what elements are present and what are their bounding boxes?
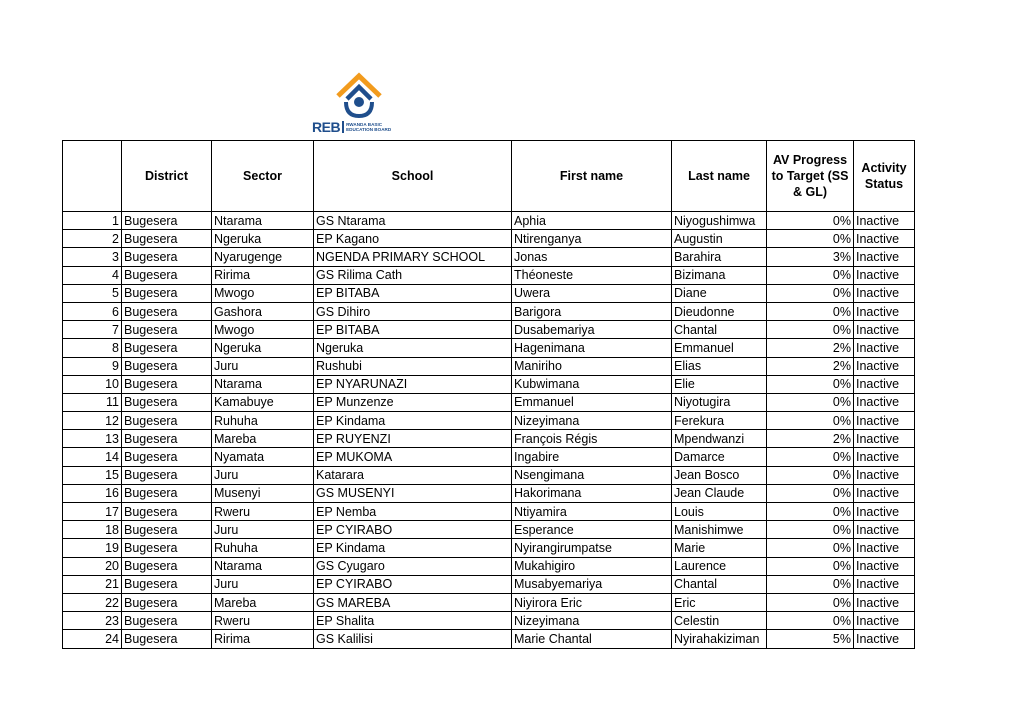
table-row [63, 339, 915, 357]
activity-status-cell: Inactive [854, 248, 915, 266]
district-cell: Bugesera [122, 230, 212, 248]
sector-cell: Nyarugenge [212, 248, 314, 266]
row-index: 2 [63, 230, 122, 248]
activity-status-cell: Inactive [854, 230, 915, 248]
table-row [63, 539, 915, 557]
first-name-cell: Hakorimana [512, 484, 672, 502]
header-index [63, 141, 122, 212]
logo-name-line2: EDUCATION BOARD [346, 127, 392, 132]
district-cell: Bugesera [122, 339, 212, 357]
row-index: 20 [63, 557, 122, 575]
activity-status-cell: Inactive [854, 521, 915, 539]
first-name-cell: Barigora [512, 302, 672, 320]
row-index: 5 [63, 284, 122, 302]
first-name-cell: Nizeyimana [512, 612, 672, 630]
last-name-cell: Laurence [672, 557, 767, 575]
row-index: 21 [63, 575, 122, 593]
header-district: District [122, 141, 212, 212]
first-name-cell: Hagenimana [512, 339, 672, 357]
row-index: 10 [63, 375, 122, 393]
school-cell: NGENDA PRIMARY SCHOOL [314, 248, 512, 266]
sector-cell: Juru [212, 575, 314, 593]
sector-cell: Juru [212, 521, 314, 539]
activity-status-cell: Inactive [854, 593, 915, 611]
school-cell: EP Kindama [314, 539, 512, 557]
activity-status-cell: Inactive [854, 539, 915, 557]
activity-status-cell: Inactive [854, 575, 915, 593]
table-row [63, 503, 915, 521]
table-row [63, 575, 915, 593]
av-progress-cell: 0% [767, 539, 854, 557]
district-cell: Bugesera [122, 448, 212, 466]
header-sector: Sector [212, 141, 314, 212]
last-name-cell: Augustin [672, 230, 767, 248]
logo-name-line1: RWANDA BASIC [346, 122, 383, 127]
av-progress-cell: 2% [767, 357, 854, 375]
first-name-cell: Ntiyamira [512, 503, 672, 521]
last-name-cell: Barahira [672, 248, 767, 266]
activity-status-cell: Inactive [854, 375, 915, 393]
first-name-cell: Esperance [512, 521, 672, 539]
row-index: 9 [63, 357, 122, 375]
last-name-cell: Jean Claude [672, 484, 767, 502]
last-name-cell: Manishimwe [672, 521, 767, 539]
district-cell: Bugesera [122, 484, 212, 502]
av-progress-cell: 0% [767, 212, 854, 230]
district-cell: Bugesera [122, 430, 212, 448]
last-name-cell: Elias [672, 357, 767, 375]
activity-status-cell: Inactive [854, 448, 915, 466]
school-cell: EP Kindama [314, 412, 512, 430]
activity-status-cell: Inactive [854, 302, 915, 320]
activity-status-cell: Inactive [854, 557, 915, 575]
activity-status-cell: Inactive [854, 339, 915, 357]
school-cell: GS Dihiro [314, 302, 512, 320]
last-name-cell: Mpendwanzi [672, 430, 767, 448]
sector-cell: Ruhuha [212, 539, 314, 557]
sector-cell: Rweru [212, 503, 314, 521]
header-last-name: Last name [672, 141, 767, 212]
activity-status-cell: Inactive [854, 630, 915, 648]
header-activity-status: Activity Status [854, 141, 915, 212]
av-progress-cell: 3% [767, 248, 854, 266]
av-progress-cell: 0% [767, 521, 854, 539]
district-cell: Bugesera [122, 284, 212, 302]
sector-cell: Ririma [212, 266, 314, 284]
last-name-cell: Ferekura [672, 412, 767, 430]
activity-status-cell: Inactive [854, 466, 915, 484]
first-name-cell: Ingabire [512, 448, 672, 466]
district-cell: Bugesera [122, 539, 212, 557]
table-row [63, 484, 915, 502]
district-cell: Bugesera [122, 321, 212, 339]
table-row [63, 230, 915, 248]
district-cell: Bugesera [122, 302, 212, 320]
sector-cell: Kamabuye [212, 393, 314, 411]
sector-cell: Mwogo [212, 321, 314, 339]
activity-status-cell: Inactive [854, 503, 915, 521]
activity-status-cell: Inactive [854, 430, 915, 448]
last-name-cell: Jean Bosco [672, 466, 767, 484]
activity-status-cell: Inactive [854, 284, 915, 302]
school-cell: EP Munzenze [314, 393, 512, 411]
school-cell: EP CYIRABO [314, 575, 512, 593]
district-cell: Bugesera [122, 212, 212, 230]
header-school: School [314, 141, 512, 212]
sector-cell: Ngeruka [212, 339, 314, 357]
district-cell: Bugesera [122, 266, 212, 284]
first-name-cell: Kubwimana [512, 375, 672, 393]
school-cell: EP NYARUNAZI [314, 375, 512, 393]
table-row [63, 630, 915, 648]
school-cell: EP MUKOMA [314, 448, 512, 466]
av-progress-cell: 2% [767, 339, 854, 357]
table-row [63, 302, 915, 320]
table-row [63, 375, 915, 393]
row-index: 3 [63, 248, 122, 266]
table-row [63, 557, 915, 575]
district-cell: Bugesera [122, 357, 212, 375]
first-name-cell: Maniriho [512, 357, 672, 375]
school-cell: Rushubi [314, 357, 512, 375]
school-cell: EP Shalita [314, 612, 512, 630]
sector-cell: Nyamata [212, 448, 314, 466]
table-row [63, 266, 915, 284]
row-index: 14 [63, 448, 122, 466]
av-progress-cell: 0% [767, 412, 854, 430]
school-cell: EP Nemba [314, 503, 512, 521]
reb-logo [312, 72, 406, 136]
last-name-cell: Marie [672, 539, 767, 557]
last-name-cell: Emmanuel [672, 339, 767, 357]
first-name-cell: Théoneste [512, 266, 672, 284]
row-index: 16 [63, 484, 122, 502]
first-name-cell: Marie Chantal [512, 630, 672, 648]
sector-cell: Mareba [212, 430, 314, 448]
table-row [63, 212, 915, 230]
last-name-cell: Diane [672, 284, 767, 302]
school-cell: EP BITABA [314, 321, 512, 339]
sector-cell: Juru [212, 466, 314, 484]
row-index: 17 [63, 503, 122, 521]
school-cell: GS Cyugaro [314, 557, 512, 575]
district-cell: Bugesera [122, 375, 212, 393]
row-index: 19 [63, 539, 122, 557]
av-progress-cell: 0% [767, 321, 854, 339]
av-progress-cell: 0% [767, 266, 854, 284]
activity-status-cell: Inactive [854, 612, 915, 630]
first-name-cell: Niyirora Eric [512, 593, 672, 611]
first-name-cell: Nyirangirumpatse [512, 539, 672, 557]
sector-cell: Ntarama [212, 557, 314, 575]
table-row [63, 430, 915, 448]
row-index: 1 [63, 212, 122, 230]
table-row [63, 248, 915, 266]
last-name-cell: Chantal [672, 321, 767, 339]
activity-status-cell: Inactive [854, 412, 915, 430]
first-name-cell: Musabyemariya [512, 575, 672, 593]
logo-name [346, 122, 391, 132]
av-progress-cell: 0% [767, 393, 854, 411]
activity-status-cell: Inactive [854, 321, 915, 339]
row-index: 23 [63, 612, 122, 630]
last-name-cell: Niyogushimwa [672, 212, 767, 230]
first-name-cell: Jonas [512, 248, 672, 266]
sector-cell: Ntarama [212, 375, 314, 393]
av-progress-cell: 0% [767, 593, 854, 611]
row-index: 7 [63, 321, 122, 339]
school-cell: EP CYIRABO [314, 521, 512, 539]
activity-status-cell: Inactive [854, 212, 915, 230]
last-name-cell: Elie [672, 375, 767, 393]
av-progress-cell: 0% [767, 612, 854, 630]
last-name-cell: Damarce [672, 448, 767, 466]
table-row [63, 284, 915, 302]
table-row [63, 393, 915, 411]
activity-status-cell: Inactive [854, 393, 915, 411]
first-name-cell: Nizeyimana [512, 412, 672, 430]
first-name-cell: Aphia [512, 212, 672, 230]
last-name-cell: Nyirahakiziman [672, 630, 767, 648]
last-name-cell: Chantal [672, 575, 767, 593]
district-cell: Bugesera [122, 521, 212, 539]
reb-emblem-icon [334, 72, 384, 120]
sector-cell: Ruhuha [212, 412, 314, 430]
sector-cell: Gashora [212, 302, 314, 320]
school-cell: EP BITABA [314, 284, 512, 302]
row-index: 13 [63, 430, 122, 448]
school-cell: GS Kalilisi [314, 630, 512, 648]
sector-cell: Mareba [212, 593, 314, 611]
table-row [63, 321, 915, 339]
row-index: 15 [63, 466, 122, 484]
av-progress-cell: 2% [767, 430, 854, 448]
av-progress-cell: 0% [767, 557, 854, 575]
district-cell: Bugesera [122, 248, 212, 266]
av-progress-cell: 0% [767, 484, 854, 502]
av-progress-cell: 0% [767, 302, 854, 320]
table-row [63, 357, 915, 375]
last-name-cell: Dieudonne [672, 302, 767, 320]
district-cell: Bugesera [122, 575, 212, 593]
sector-cell: Juru [212, 357, 314, 375]
school-cell: EP RUYENZI [314, 430, 512, 448]
activity-status-cell: Inactive [854, 266, 915, 284]
district-cell: Bugesera [122, 503, 212, 521]
first-name-cell: Emmanuel [512, 393, 672, 411]
school-cell: EP Kagano [314, 230, 512, 248]
reb-wordmark [312, 120, 391, 134]
district-cell: Bugesera [122, 612, 212, 630]
first-name-cell: Nsengimana [512, 466, 672, 484]
sector-cell: Ntarama [212, 212, 314, 230]
district-cell: Bugesera [122, 466, 212, 484]
row-index: 4 [63, 266, 122, 284]
av-progress-cell: 0% [767, 230, 854, 248]
table-row [63, 448, 915, 466]
district-cell: Bugesera [122, 630, 212, 648]
school-cell: GS Ntarama [314, 212, 512, 230]
sector-cell: Ririma [212, 630, 314, 648]
row-index: 24 [63, 630, 122, 648]
header-av-progress: AV Progress to Target (SS & GL) [767, 141, 854, 212]
table-row [63, 466, 915, 484]
av-progress-cell: 0% [767, 375, 854, 393]
last-name-cell: Eric [672, 593, 767, 611]
logo-acronym: REB [312, 119, 341, 135]
logo-divider [342, 121, 344, 133]
first-name-cell: Mukahigiro [512, 557, 672, 575]
av-progress-cell: 5% [767, 630, 854, 648]
sector-cell: Mwogo [212, 284, 314, 302]
row-index: 8 [63, 339, 122, 357]
av-progress-cell: 0% [767, 284, 854, 302]
row-index: 12 [63, 412, 122, 430]
first-name-cell: Dusabemariya [512, 321, 672, 339]
first-name-cell: Ntirenganya [512, 230, 672, 248]
school-cell: GS MUSENYI [314, 484, 512, 502]
av-progress-cell: 0% [767, 448, 854, 466]
last-name-cell: Louis [672, 503, 767, 521]
first-name-cell: Uwera [512, 284, 672, 302]
av-progress-cell: 0% [767, 466, 854, 484]
header-row [63, 141, 915, 212]
row-index: 11 [63, 393, 122, 411]
header-first-name: First name [512, 141, 672, 212]
school-cell: Ngeruka [314, 339, 512, 357]
first-name-cell: François Régis [512, 430, 672, 448]
sector-cell: Ngeruka [212, 230, 314, 248]
activity-status-cell: Inactive [854, 357, 915, 375]
row-index: 18 [63, 521, 122, 539]
table-row [63, 412, 915, 430]
school-cell: GS MAREBA [314, 593, 512, 611]
teachers-table [62, 140, 915, 649]
table-row [63, 612, 915, 630]
av-progress-cell: 0% [767, 503, 854, 521]
last-name-cell: Bizimana [672, 266, 767, 284]
district-cell: Bugesera [122, 593, 212, 611]
last-name-cell: Niyotugira [672, 393, 767, 411]
district-cell: Bugesera [122, 557, 212, 575]
sector-cell: Rweru [212, 612, 314, 630]
row-index: 6 [63, 302, 122, 320]
activity-status-cell: Inactive [854, 484, 915, 502]
table-row [63, 521, 915, 539]
school-cell: GS Rilima Cath [314, 266, 512, 284]
last-name-cell: Celestin [672, 612, 767, 630]
sector-cell: Musenyi [212, 484, 314, 502]
row-index: 22 [63, 593, 122, 611]
av-progress-cell: 0% [767, 575, 854, 593]
table-body [63, 212, 915, 649]
table-row [63, 593, 915, 611]
school-cell: Katarara [314, 466, 512, 484]
district-cell: Bugesera [122, 393, 212, 411]
district-cell: Bugesera [122, 412, 212, 430]
